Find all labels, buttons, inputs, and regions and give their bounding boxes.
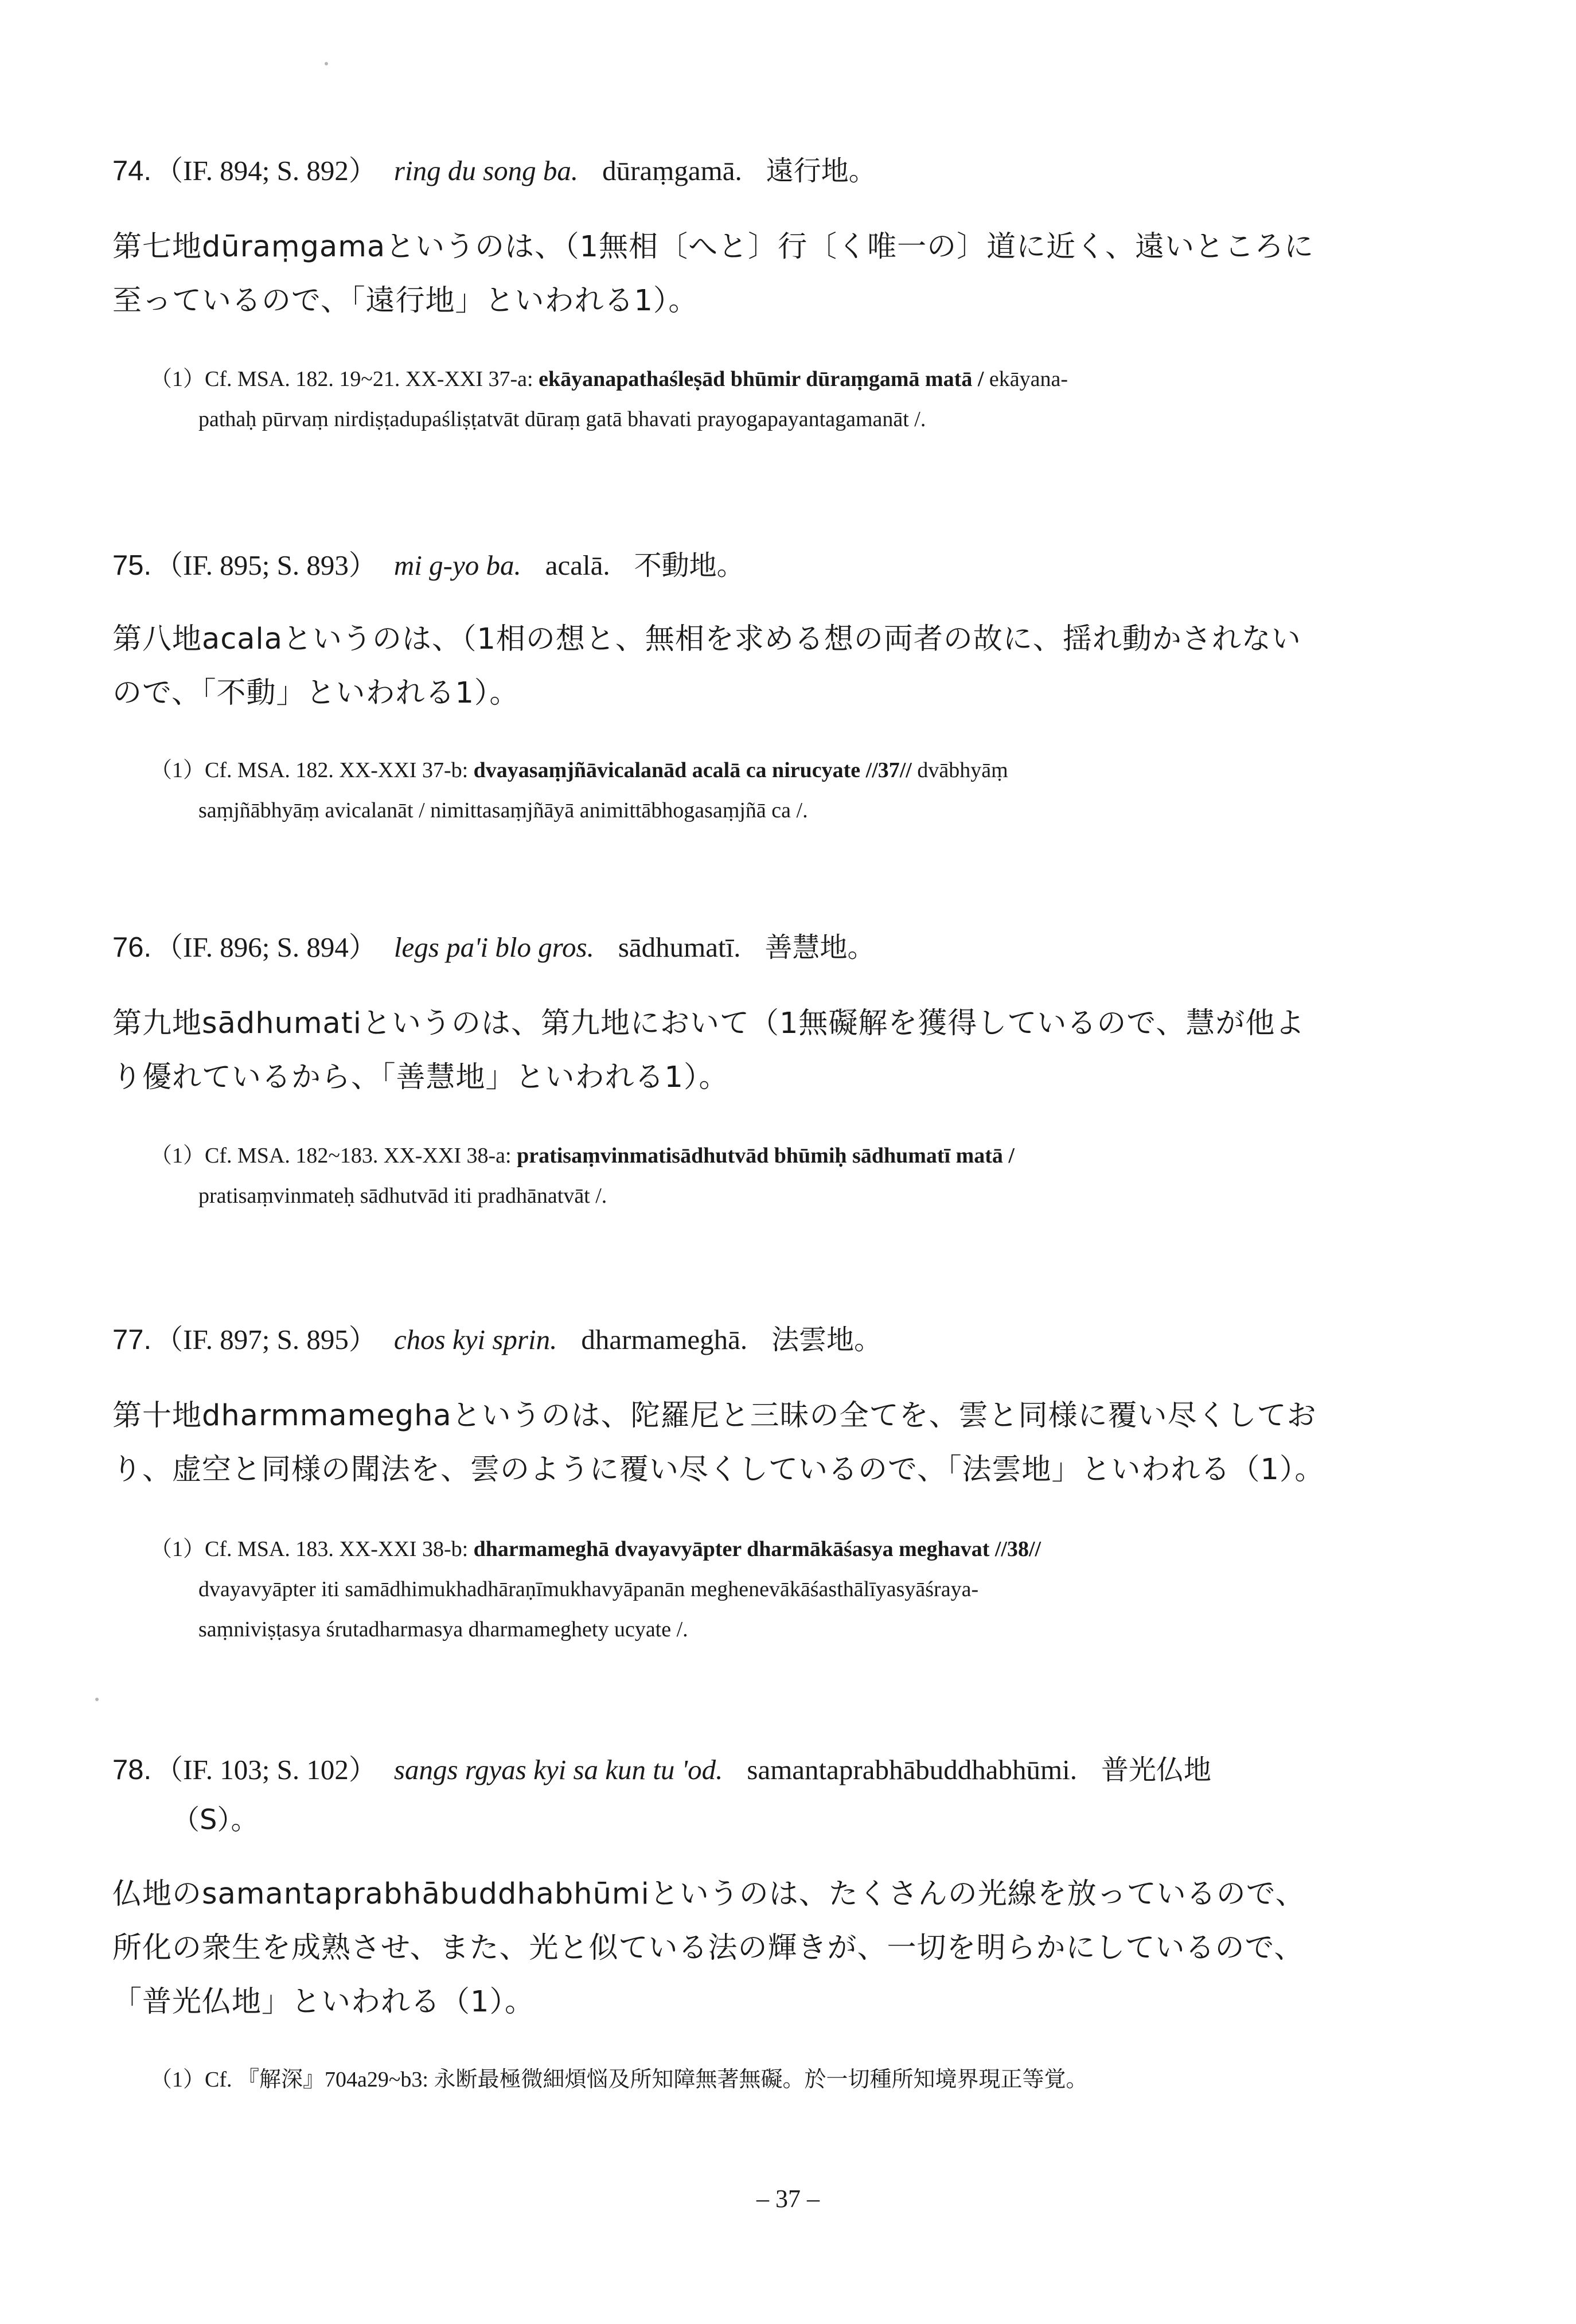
footnote-tail: dvābhyāṃ bbox=[911, 758, 1008, 782]
footnote-lead: （1）Cf. MSA. 182. XX-XXI 37-b: bbox=[150, 758, 474, 782]
entry-number: 74. bbox=[112, 155, 152, 186]
footnote-lead: （1）Cf. MSA. 182~183. XX-XXI 38-a: bbox=[150, 1144, 517, 1168]
footnote-bold: dharmameghā dvayavyāpter dharmākāśasya meghavat //38// bbox=[473, 1537, 1041, 1561]
japanese-term: 不動地。 bbox=[634, 549, 744, 582]
tibetan-term: ring du song ba. bbox=[393, 155, 579, 186]
footnote-continuation: pathaḥ pūrvaṃ nirdiṣṭadupaśliṣṭatvāt dūraṃ gatā bhavati prayogapayantagamanāt /. bbox=[198, 407, 926, 431]
entry-body: 仏地のsamantaprabhābuddhabhūmiというのは、たくさんの光線を放っているので、所化の衆生を成熟させ、また、光と似ている法の輝きが、一切を明らかにしているので、「普光仏地」といわれる（1）。 bbox=[112, 1877, 1305, 2019]
entry-number: 77. bbox=[112, 1324, 152, 1355]
footnote-bold: dvayasaṃjñāvicalanād acalā ca nirucyate //37// bbox=[473, 758, 912, 782]
scan-speck bbox=[325, 62, 328, 65]
sanskrit-term: dharmameghā. bbox=[581, 1324, 748, 1355]
footnote-continuation: saṃjñābhyāṃ avicalanāt / nimittasaṃjñāyā animittābhogasaṃjñā ca /. bbox=[198, 798, 808, 822]
page-number: – 37 – bbox=[756, 2185, 820, 2213]
entry-reference: （IF. 103; S. 102） bbox=[155, 1754, 377, 1785]
entry-heading bbox=[112, 930, 875, 965]
japanese-term: 普光仏地 bbox=[1101, 1754, 1211, 1786]
entry-heading bbox=[112, 154, 876, 188]
entry-reference: （IF. 897; S. 895） bbox=[155, 1324, 377, 1355]
japanese-term: 法雲地。 bbox=[771, 1324, 882, 1356]
tibetan-term: mi g-yo ba. bbox=[393, 549, 521, 581]
sanskrit-term: sādhumatī. bbox=[618, 931, 741, 963]
entry-number: 78. bbox=[112, 1754, 152, 1785]
entry-body: 第八地acalaというのは、（1相の想と、無相を求める想の両者の故に、揺れ動かされないので、「不動」といわれる1）。 bbox=[112, 622, 1301, 710]
entry-reference: （IF. 896; S. 894） bbox=[155, 931, 377, 963]
footnote-continuation-2: saṃniviṣṭasya śrutadharmasya dharmameghety ucyate /. bbox=[198, 1617, 688, 1641]
footnote-lead: （1）Cf. MSA. 183. XX-XXI 38-b: bbox=[150, 1537, 474, 1561]
scan-speck bbox=[95, 1698, 99, 1701]
japanese-term-continuation: （S）。 bbox=[172, 1804, 259, 1836]
entry-number: 75. bbox=[112, 550, 152, 581]
footnote bbox=[150, 2059, 1314, 2100]
footnote bbox=[150, 750, 1314, 830]
entry-reference: （IF. 895; S. 893） bbox=[155, 549, 377, 581]
footnote-japanese: 永断最極微細煩悩及所知障無著無礙。於一切種所知境界現正等覚。 bbox=[434, 2066, 1088, 2092]
entry-reference: （IF. 894; S. 892） bbox=[155, 155, 377, 186]
entry-number: 76. bbox=[112, 932, 152, 963]
tibetan-term: legs pa'i blo gros. bbox=[393, 931, 594, 963]
sanskrit-term: samantaprabhābuddhabhūmi. bbox=[747, 1754, 1077, 1785]
footnote-bold: pratisaṃvinmatisādhutvād bhūmiḥ sādhumatī matā / bbox=[517, 1144, 1015, 1168]
footnote-bold: ekāyanapathaśleṣād bhūmir dūraṃgamā matā / bbox=[539, 367, 984, 391]
tibetan-term: sangs rgyas kyi sa kun tu 'od. bbox=[393, 1754, 723, 1785]
entry-body: 第十地dharmmameghaというのは、陀羅尼と三昧の全てを、雲と同様に覆い尽くしており、虚空と同様の聞法を、雲のように覆い尽くしているので、「法雲地」といわれる（1）。 bbox=[112, 1399, 1325, 1487]
japanese-term: 善慧地。 bbox=[764, 931, 875, 964]
footnote-tail: ekāyana- bbox=[984, 367, 1068, 391]
footnote-lead: （1）Cf. MSA. 182. 19~21. XX-XXI 37-a: bbox=[150, 367, 539, 391]
footnote bbox=[150, 1136, 1314, 1216]
tibetan-term: chos kyi sprin. bbox=[393, 1324, 557, 1355]
sanskrit-term: dūraṃgamā. bbox=[602, 155, 742, 186]
footnote-continuation: pratisaṃvinmateḥ sādhutvād iti pradhānatvāt /. bbox=[198, 1184, 607, 1208]
entry-body: 第九地sādhumatiというのは、第九地において（1無礙解を獲得しているので、慧が他より優れているから、「善慧地」といわれる1）。 bbox=[112, 1007, 1305, 1094]
entry-heading bbox=[112, 1753, 1211, 1787]
entry-heading bbox=[112, 548, 744, 583]
japanese-term: 遠行地。 bbox=[766, 155, 876, 187]
footnote-lead: （1）Cf. 『解深』704a29~b3: bbox=[150, 2068, 434, 2092]
footnote-continuation: dvayavyāpter iti samādhimukhadhāraṇīmukhavyāpanān meghenevākāśasthālīyasyāśraya- bbox=[198, 1577, 979, 1601]
footnote bbox=[150, 359, 1314, 439]
footnote bbox=[150, 1529, 1314, 1650]
sanskrit-term: acalā. bbox=[545, 549, 610, 581]
entry-body: 第七地dūraṃgamaというのは、（1無相〔へと〕行〔く唯一の〕道に近く、遠いところに至っているので、「遠行地」といわれる1）。 bbox=[112, 230, 1314, 318]
entry-heading bbox=[112, 1323, 881, 1357]
